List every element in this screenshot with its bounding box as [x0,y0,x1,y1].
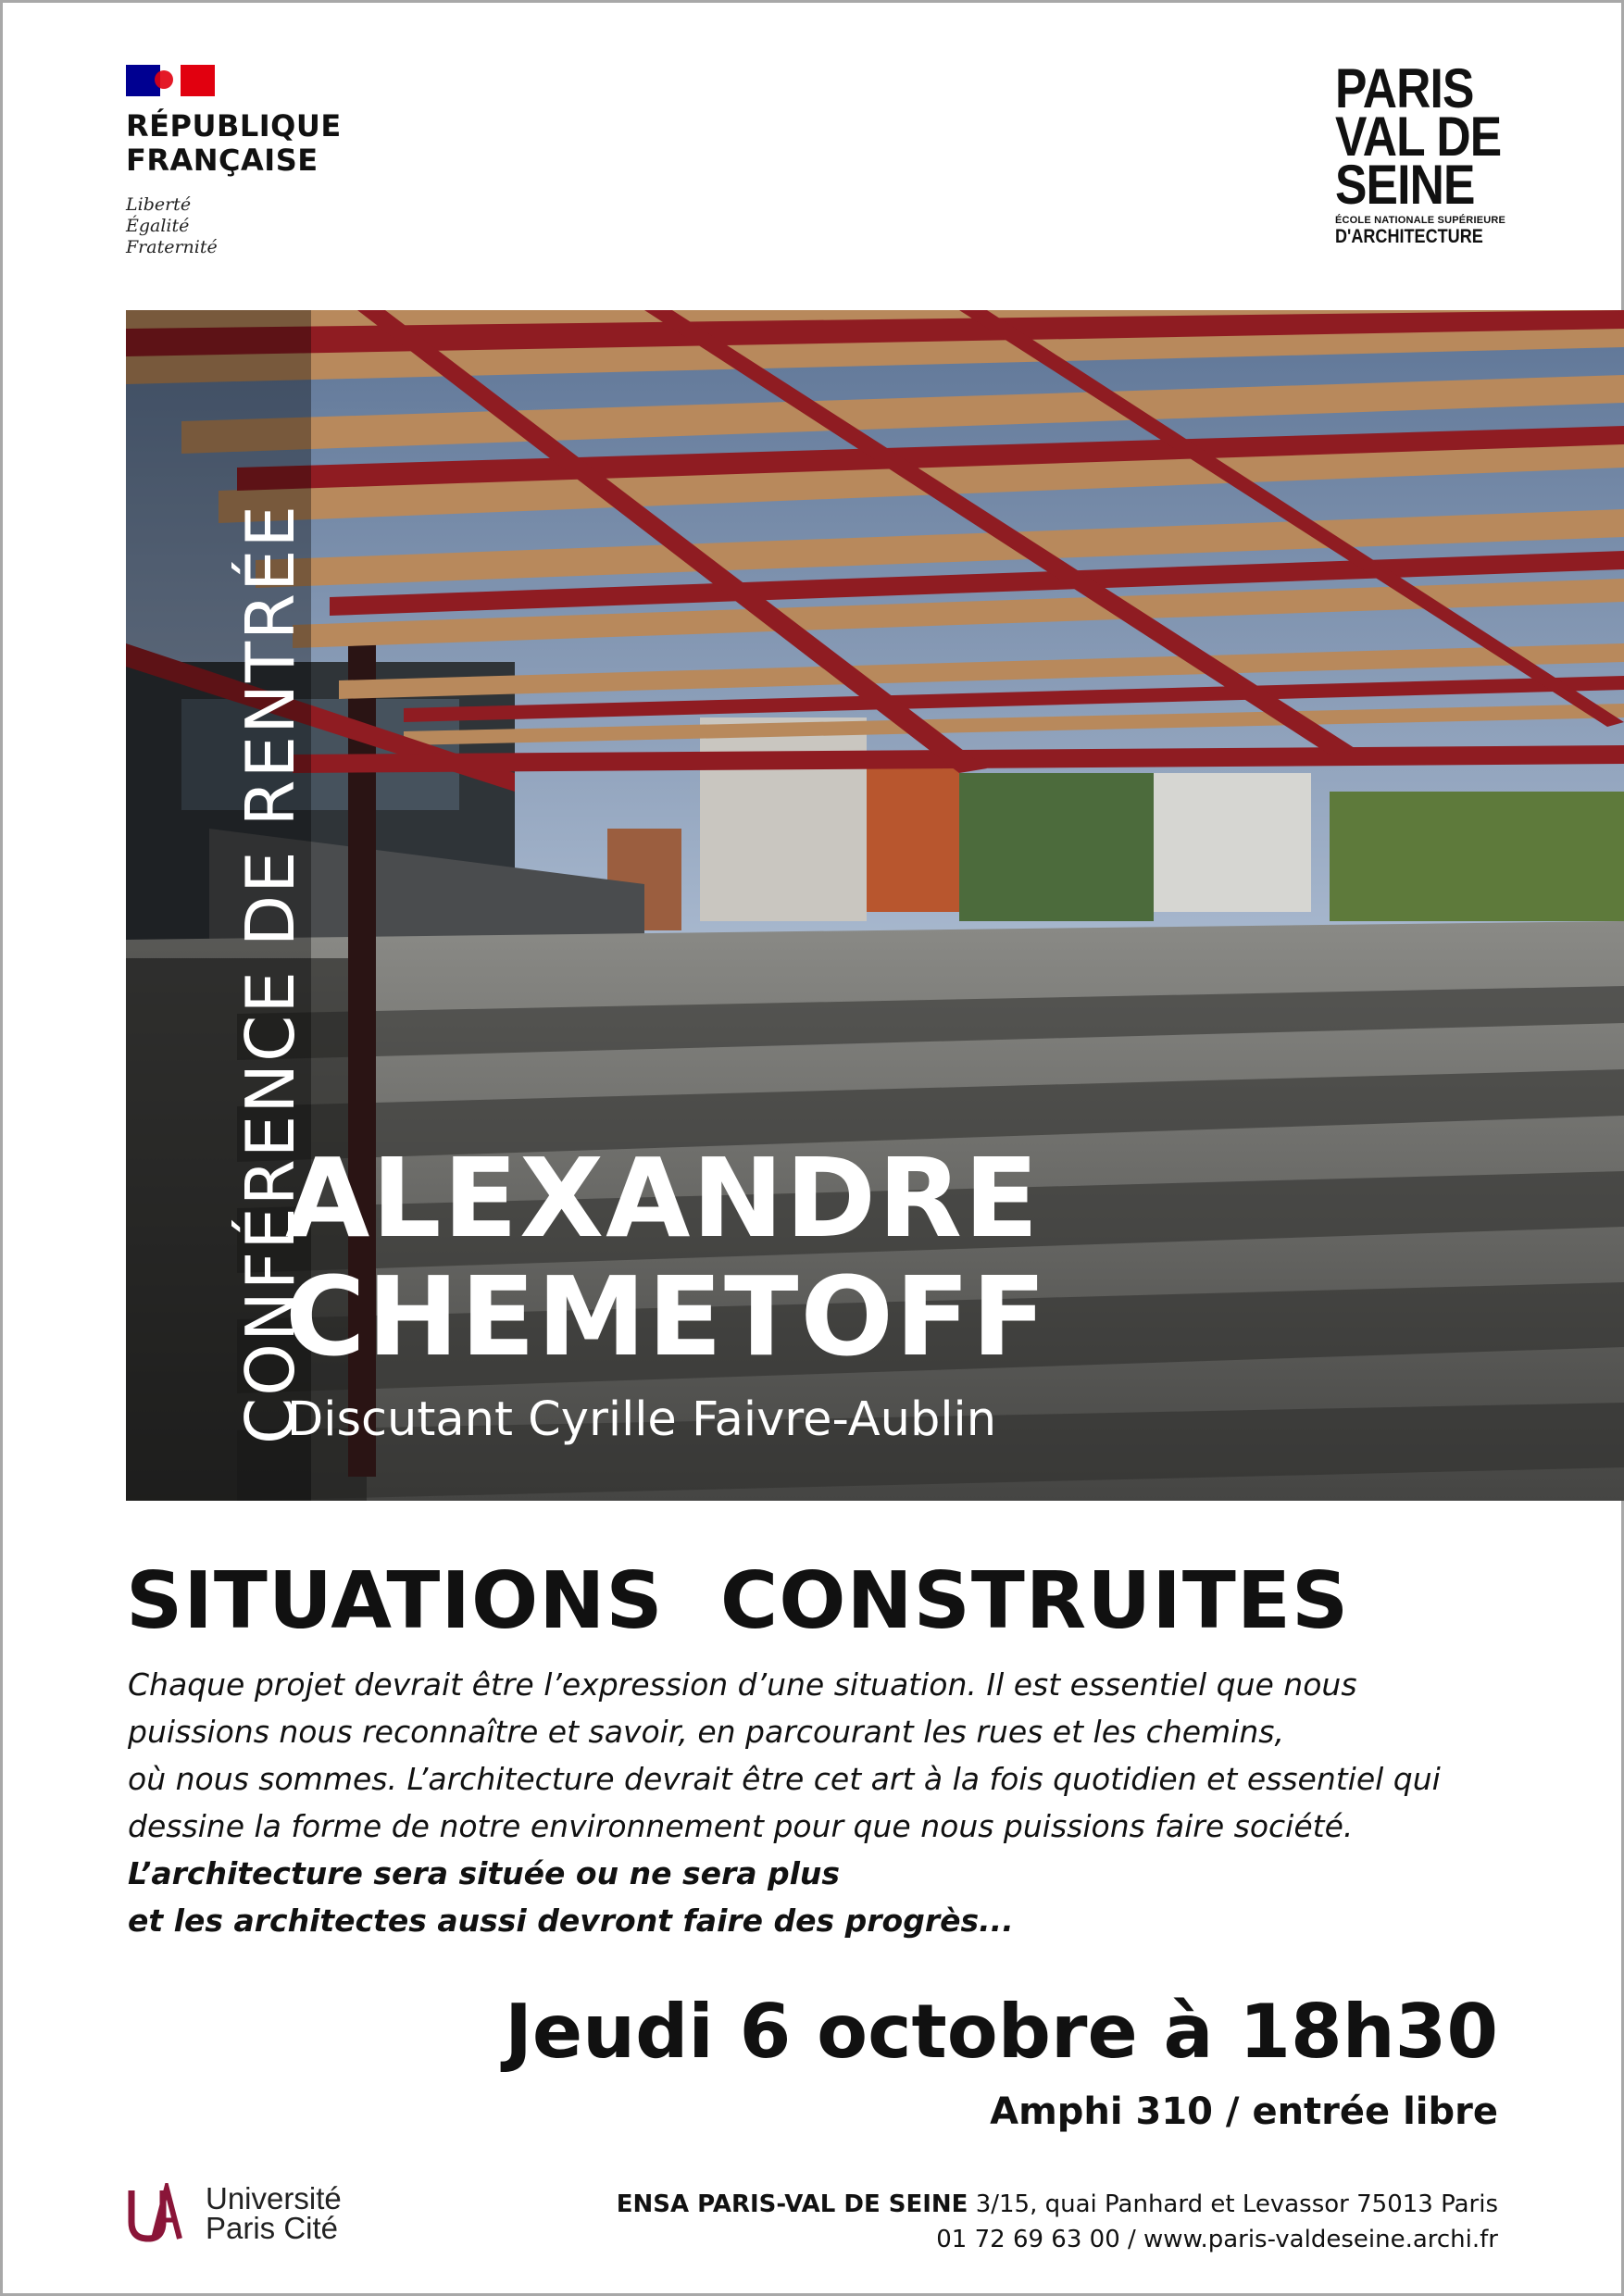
discutant-line: Discutant Cyrille Faivre-Aublin [287,1392,997,1447]
street-address: 3/15, quai Panhard et Levassor 75013 Paris [968,2190,1498,2218]
event-place: Amphi 310 / entrée libre [990,2090,1498,2133]
description: Chaque projet devrait être l’expression d’une situation. Il est essentiel que nous puissions nous reconnaître et savoir, en parcourant les rues et les chemins, où nous sommes. L’architecture devrait être cet art à la fois quotidien et essentiel qui dessine la forme de notre environnement pour que nous puissions faire société. L’architecture sera située ou ne sera plus et les architectes aussi devront faire des progrès... [128,1666,1441,1939]
universite-paris-cite-logo [126,2183,342,2244]
speaker-name: ALEXANDRE CHEMETOFF [285,1134,1049,1380]
upc-name: Université Paris Cité [206,2181,342,2245]
marianne-flag-icon [126,65,215,96]
school-logo-title: PARIS VAL DE SEINE [1335,57,1502,216]
paris-val-de-seine-logo [1335,57,1506,248]
footer-address [617,2187,1498,2257]
republique-francaise-logo [126,65,342,258]
contact-line[interactable]: 01 72 69 63 00 / www.paris-valdeseine.archi.fr [936,2226,1498,2253]
school-logo-subtitle: ÉCOLE NATIONALE SUPÉRIEURE [1335,215,1506,226]
school-logo-subtitle-2: D'ARCHITECTURE [1335,226,1483,247]
conference-vertical-title: CONFÉRENCE DE RENTRÉE [231,504,309,1444]
upc-emblem-icon [126,2183,187,2244]
school-name: ENSA PARIS-VAL DE SEINE [616,2190,968,2218]
republique-motto: Liberté Égalité Fraternité [126,194,218,257]
headline: SITUATIONS CONSTRUITES [126,1555,1350,1647]
event-date: Jeudi 6 octobre à 18h30 [505,1989,1498,2075]
republique-name: RÉPUBLIQUE FRANÇAISE [126,108,342,178]
